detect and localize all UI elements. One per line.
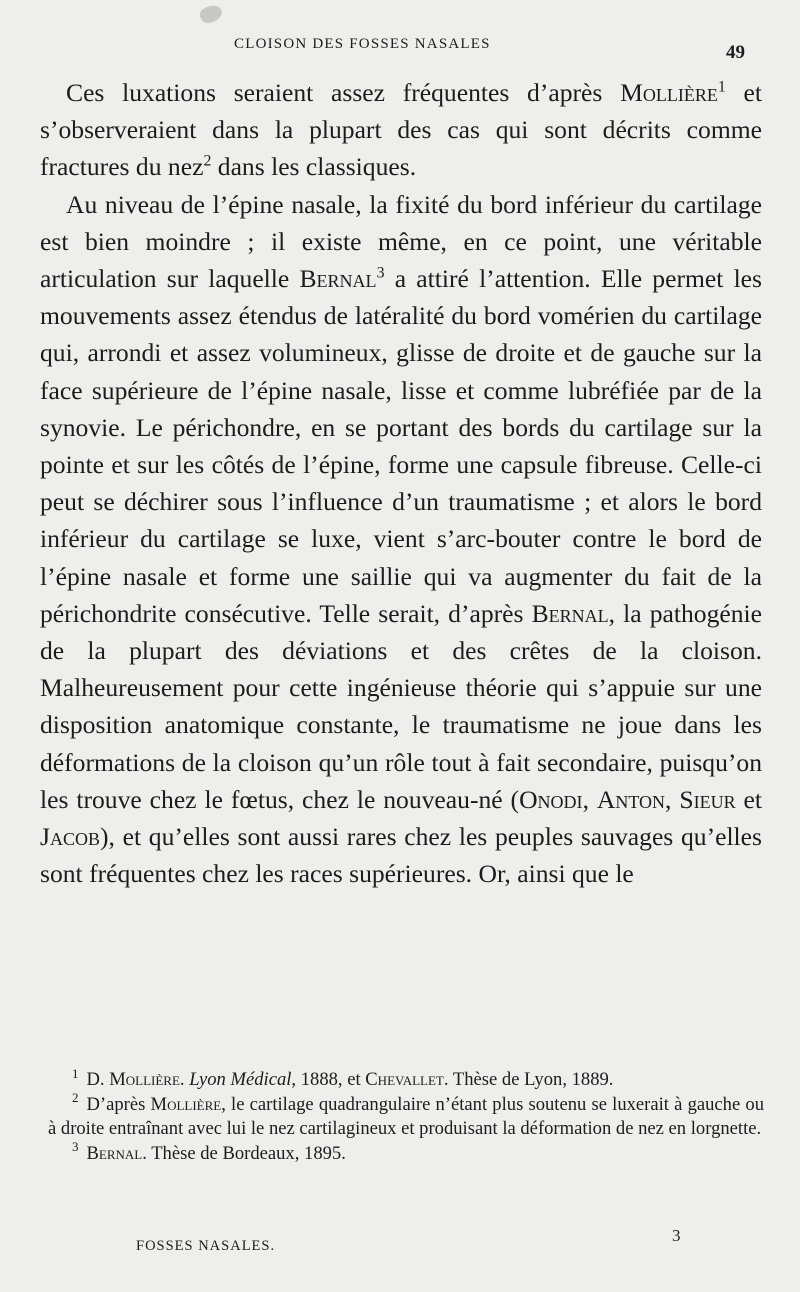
author-name: Mollière (620, 78, 718, 107)
text-span: ), et qu’elles sont aussi rares chez les peuples sauvages qu’elles sont fréquentes chez les races supérieures. Or, ainsi que le (40, 822, 762, 889)
text-span: . Thèse de Lyon, 1889. (443, 1069, 614, 1090)
text-span: , (582, 784, 597, 814)
author-name: Jacob (40, 822, 100, 852)
text-span: et (735, 784, 763, 814)
signature-title: FOSSES NASALES. (136, 1238, 276, 1254)
text-span: D’après (86, 1093, 151, 1115)
page-number: 49 (726, 42, 745, 63)
footnote-1 (48, 1065, 764, 1093)
footnote-number: 1 (72, 1065, 79, 1081)
footnote-2 (48, 1090, 764, 1142)
text-span: , le cartilage quadrangulaire n’étant plus soutenu se luxerait à gauche ou à droite entraînant avec lui le nez cartilagineux et produisant la déformation de nez en lorgnette. (48, 1093, 764, 1139)
text-span: Ces luxations seraient assez fréquentes d’après (66, 78, 621, 107)
text-span: a attiré l’attention. Elle permet les mouvements assez étendus de latéralité du bord vomérien du cartilage qui, arrondi et assez volumineux, glisse de droite et de gauche sur la face supérieure de l’épine nasale, lisse et comme lubréfiée par de la synovie. Le périchondre, en se portant des bords du cartilage sur la pointe et sur les côtés de l’épine, forme une capsule fibreuse. Celle-ci peut se déchirer sous l’influence d’un traumatisme ; et alors le bord inférieur du cartilage se luxe, vient s’arc-bouter contre le bord de l’épine nasale et forme une saillie qui va augmenter du fait de la périchondrite consécutive. Telle serait, d’après (40, 264, 762, 628)
footnote-number: 3 (72, 1139, 79, 1155)
signature-number: 3 (672, 1226, 681, 1245)
footnote-ref: 3 (376, 264, 385, 282)
text-span: D. (86, 1069, 110, 1090)
author-name: Onodi (519, 784, 583, 814)
text-span: , la pathogénie de la plupart des déviations et des crêtes de la cloison. Malheureusement pour cette ingénieuse théorie qui s’appuie sur une disposition anatomique constante, le traumatisme ne joue dans les déformations de la cloison qu’un rôle tout à fait secondaire, puisqu’on les trouve chez le fœtus, chez le nouveau-né ( (40, 598, 762, 814)
author-name: Anton (596, 784, 666, 814)
ink-smudge (198, 2, 225, 26)
text-span: Au niveau de l’épine nasale, la fixité du bord inférieur du cartilage est bien moindre ; il existe même, en ce point, une véritable articulation sur laquelle (40, 189, 762, 294)
main-text (40, 74, 762, 892)
author-name: Mollière (150, 1093, 222, 1115)
paragraph-1 (40, 74, 762, 186)
running-title: CLOISON DES FOSSES NASALES (234, 36, 491, 52)
author-name: Bernal (531, 598, 609, 628)
text-span: . Thèse de Bordeaux, 1895. (142, 1142, 346, 1164)
author-name: Mollière (109, 1069, 180, 1090)
footnote-3 (48, 1139, 764, 1167)
paragraph-2 (40, 186, 762, 893)
footnotes (48, 1065, 764, 1166)
text-span: . (179, 1069, 190, 1090)
journal-title: Lyon Médical (189, 1069, 292, 1090)
author-name: Sieur (679, 784, 736, 814)
text-span: , (665, 784, 680, 814)
footnote-number: 2 (72, 1090, 79, 1106)
text-span: et s’observeraient dans la plupart des cas qui sont décrits comme fractures du nez (40, 78, 762, 182)
author-name: Bernal (86, 1142, 143, 1164)
text-span: , 1888, et (291, 1069, 366, 1090)
author-name: Chevallet (365, 1069, 444, 1090)
author-name: Bernal (299, 264, 377, 294)
text-span: dans les classiques. (211, 152, 417, 182)
footnote-ref: 2 (203, 152, 212, 170)
footnote-ref: 1 (717, 78, 726, 96)
